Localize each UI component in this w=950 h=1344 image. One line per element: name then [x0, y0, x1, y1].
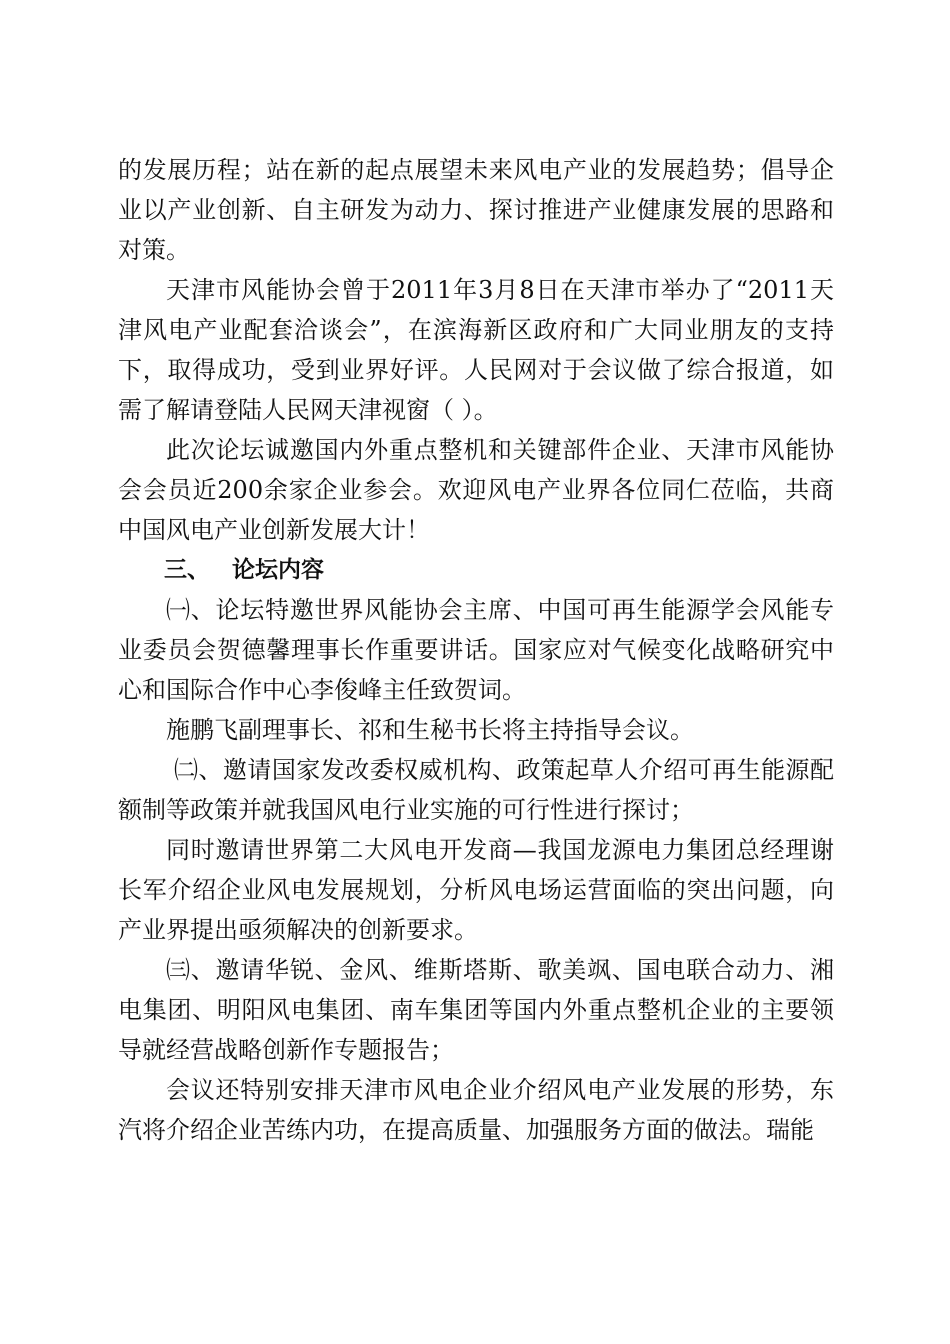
- paragraph-item-1: ㈠、论坛特邀世界风能协会主席、中国可再生能源学会风能专业委员会贺德馨理事长作重要讲话。国家应对气候变化战略研究中心和国际合作中心李俊峰主任致贺词。: [118, 596, 834, 704]
- paragraph-item-3: ㈢、邀请华锐、金风、维斯塔斯、歌美飒、国电联合动力、湘电集团、明阳风电集团、南车集团等国内外重点整机企业的主要领导就经营战略创新作专题报告；: [118, 956, 834, 1064]
- document-body: [118, 150, 834, 1150]
- paragraph-longyuan: 同时邀请世界第二大风电开发商—我国龙源电力集团总经理谢长军介绍企业风电发展规划，分析风电场运营面临的突出问题，向产业界提出亟须解决的创新要求。: [118, 836, 834, 944]
- paragraph-tianjin-wind-association: 天津市风能协会曾于2011年3月8日在天津市举办了“2011天津风电产业配套洽谈会”，在滨海新区政府和广大同业朋友的支持下，取得成功，受到业界好评。人民网对于会议做了综合报道，如需了解请登陆人民网天津视窗（ ）。: [118, 276, 834, 424]
- paragraph-tianjin-enterprises: 会议还特别安排天津市风电企业介绍风电产业发展的形势，东汽将介绍企业苦练内功，在提高质量、加强服务方面的做法。瑞能: [118, 1076, 834, 1144]
- paragraph-hosts: 施鹏飞副理事长、祁和生秘书长将主持指导会议。: [166, 716, 694, 744]
- section-heading: [118, 550, 834, 590]
- section-heading-title: 论坛内容: [232, 557, 324, 583]
- paragraph-forum-invitation: 此次论坛诚邀国内外重点整机和关键部件企业、天津市风能协会会员近200余家企业参会。欢迎风电产业界各位同仁莅临，共商中国风电产业创新发展大计！: [118, 436, 834, 544]
- paragraph-continuation: 的发展历程；站在新的起点展望未来风电产业的发展趋势；倡导企业以产业创新、自主研发为动力、探讨推进产业健康发展的思路和对策。: [118, 156, 834, 264]
- section-heading-number: 三、: [164, 557, 210, 583]
- paragraph-item-2: ㈡、邀请国家发改委权威机构、政策起草人介绍可再生能源配额制等政策并就我国风电行业实施的可行性进行探讨；: [118, 756, 834, 824]
